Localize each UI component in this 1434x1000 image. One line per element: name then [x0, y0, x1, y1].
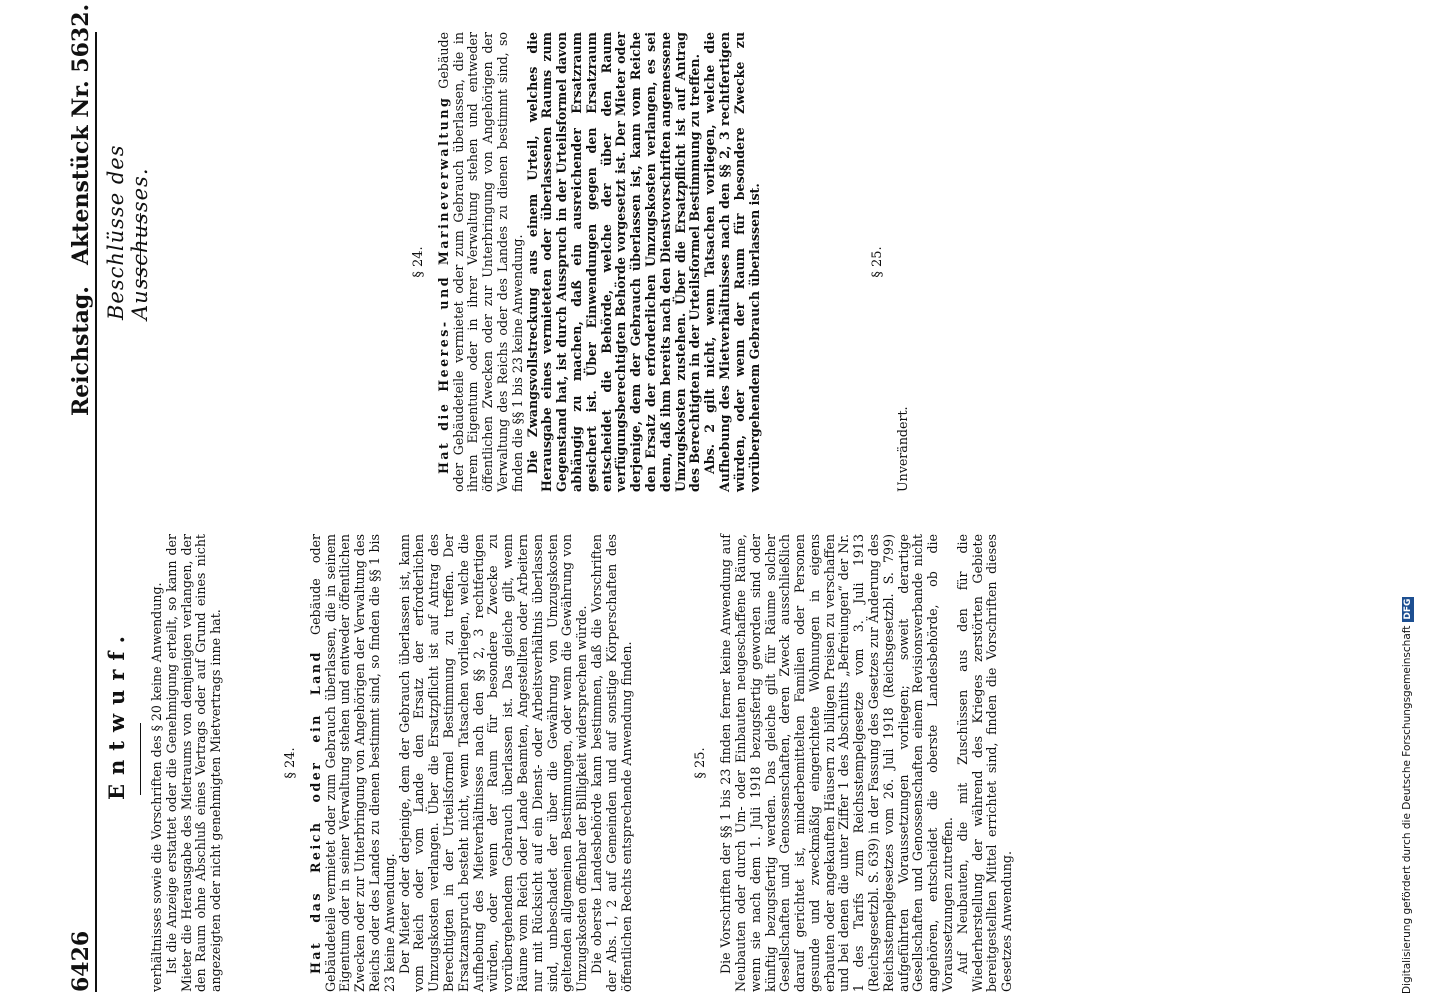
header-rule	[95, 32, 97, 992]
paragraph: Abs. 2 gilt nicht, wenn Tatsachen vorliegen, welche die Aufhebung des Mietverhältnisses nach den §§ 2, 3 rechtfertigen würden, oder wenn der Raum für besondere Zwecke zu vorübergehendem Gebrauch überlassen ist.	[702, 32, 762, 492]
paragraph: Gebäude oder Gebäudeteile vermietet oder zum Gebrauch überlassen, die in seinem Eigentum oder in seiner Verwaltung stehen und entweder öffentlichen Zwecken oder zur Unterbringung von Angehörigen der Verwaltung des Reichs oder des Landes zu dienen bestimmt sind, so finden die §§ 1 bis 23 keine Anwendung.	[307, 534, 397, 992]
paragraph: Gebäude oder Gebäudeteile vermietet oder zum Gebrauch überlassen, die in ihrem Eigentum oder in ihrer Verwaltung stehen und entweder öffentlichen Zwecken oder zur Unterbringung von Angehörigen der Verwaltung des Reichs oder des Landes zu dienen bestimmt sind, so finden die §§ 1 bis 23 keine Anwendung.	[435, 32, 525, 492]
paragraph: Die Vorschriften der §§ 1 bis 23 finden ferner keine Anwendung auf Neubauten oder durch Um- oder Einbauten neugeschaffene Räume, wenn sie nach dem 1. Juli 1918 bezugsfertig geworden sind oder künftig bezugsfertig werden. Das gleiche gilt für Räume solcher Gesellschaften und Genossenschaften, deren Zweck ausschließlich darauf gerichtet ist, minderbemittelten Familien oder Personen gesunde und zweckmäßig eingerichtete Wohnungen in eigens erbauten oder angekauften Häusern zu billigen Preisen zu verschaffen und bei denen die unter Ziffer 1 des Abschnitts „Befreiungen“ der Nr. 1 des Tarifs zum Reichsstempelgesetze vom 3. Juli 1913 (Reichsgesetzbl. S. 639) in der Fassung des Gesetzes zur Änderung des Reichsstempelgesetzes vom 26. Juli 1918 (Reichsgesetzbl. S. 799) aufgeführten Voraussetzungen vorliegen; soweit derartige Gesellschaften und Genossenschaften einem Revisionsverbande nicht angehören, entscheidet die oberste Landesbehörde, ob die Voraussetzungen zutreffen.	[718, 534, 956, 992]
dfg-logo: DFG	[1403, 598, 1413, 620]
section-heading: § 24.	[411, 246, 426, 278]
draft-column	[150, 534, 1015, 992]
committee-column	[150, 32, 911, 492]
paragraph: Die oberste Landesbehörde kann bestimmen, daß die Vorschriften der Abs. 1, 2 auf Gemeinden und auf sonstige Körperschaften des öffentlichen Rechts entsprechende Anwendung finden.	[588, 534, 634, 992]
right-title-rule	[140, 213, 141, 285]
paragraph: Der Mieter oder derjenige, dem der Gebrauch überlassen ist, kann vom Reich oder vom Lande den Ersatz der erforderlichen Umzugskosten verlangen. Über die Ersatzpflicht ist auf Antrag des Berechtigten in der Urteilsformel Bestimmung zu treffen. Der Ersatzanspruch besteht nicht, wenn Tatsachen vorliegen, welche die Aufhebung des Mietverhältnisses nach den §§ 2, 3 rechtfertigen würden, oder wenn der Raum für besondere Zwecke zu vorübergehendem Gebrauch überlassen ist. Das gleiche gilt, wenn Räume vom Reich oder Lande Beamten, Angestellten oder Arbeitern nur mit Rücksicht auf ein Dienst- oder Arbeitsverhältnis überlassen sind, unbeschadet der über die Gewährung von Umzugskosten geltenden allgemeinen Bestimmungen, oder wenn die Gewährung von Umzugskosten offenbar der Billigkeit widersprechen würde.	[396, 534, 590, 992]
house-name: Reichstag.	[68, 286, 94, 416]
page-number: 6426	[68, 930, 94, 992]
credit-text: Digitalisierung gefördert durch die Deutsche Forschungsgemeinschaft	[1401, 625, 1413, 994]
digitization-credit	[1400, 597, 1426, 994]
paragraph: Auf Neubauten, die mit Zuschüssen aus den für die Wiederherstellung der während des Krieges zerstörten Gebiete bereitgestellten Mittel errichtet sind, finden die Vorschriften dieses Gesetzes Anwendung.	[954, 534, 1015, 992]
draft-column-title: Entwurf.	[104, 627, 129, 800]
paragraph: Die Zwangsvollstreckung aus einem Urteil, welches die Herausgabe eines vermieteten oder überlassenen Raums zum Gegenstand hat, ist durch Ausspruch in der Urteilsformel davon abhängig zu machen, daß ein ausreichender Ersatzraum gesichert ist. Über Einwendungen gegen den Ersatzraum entscheidet die Behörde, welche der über den Raum verfügungsberechtigten Behörde vorgesetzt ist. Der Mieter oder derjenige, dem der Gebrauch überlassen ist, kann vom Reiche den Ersatz der erforderlichen Umzugskosten verlangen, es sei denn, daß ihm bereits nach den Dienstvorschriften angemessene Umzugskosten zustehen. Über die Ersatzpflicht ist auf Antrag des Berechtigten in der Urteilsformel Bestimmung zu treffen.	[524, 32, 703, 492]
paragraph: Unverändert.	[895, 406, 911, 492]
section-heading: § 25.	[870, 246, 886, 278]
paragraph: Ist die Anzeige erstattet oder die Genehmigung erteilt, so kann der Mieter die Herausgabe des Mietraums von demjenigen verlangen, der den Raum ohne Abschluß eines Vertrags oder auf Grund eines nicht angezeigten oder nicht genehmigten Mietvertrags inne hat.	[163, 534, 224, 992]
section-heading: § 25.	[693, 747, 709, 779]
section-heading: § 24.	[282, 747, 298, 779]
document-number: Aktenstück Nr. 5632.	[68, 3, 94, 265]
left-title-rule	[140, 723, 141, 795]
emphasis-lead: Hat die Heeres- und Marineverwaltung	[435, 95, 451, 474]
paragraph: verhältnisses sowie die Vorschriften des § 20 keine Anwendung.	[149, 582, 164, 992]
running-header	[68, 0, 94, 1000]
committee-column-title: Beschlüsse des Ausschusses.	[104, 144, 152, 320]
emphasis-lead: Hat das Reich oder ein Land	[307, 650, 323, 974]
